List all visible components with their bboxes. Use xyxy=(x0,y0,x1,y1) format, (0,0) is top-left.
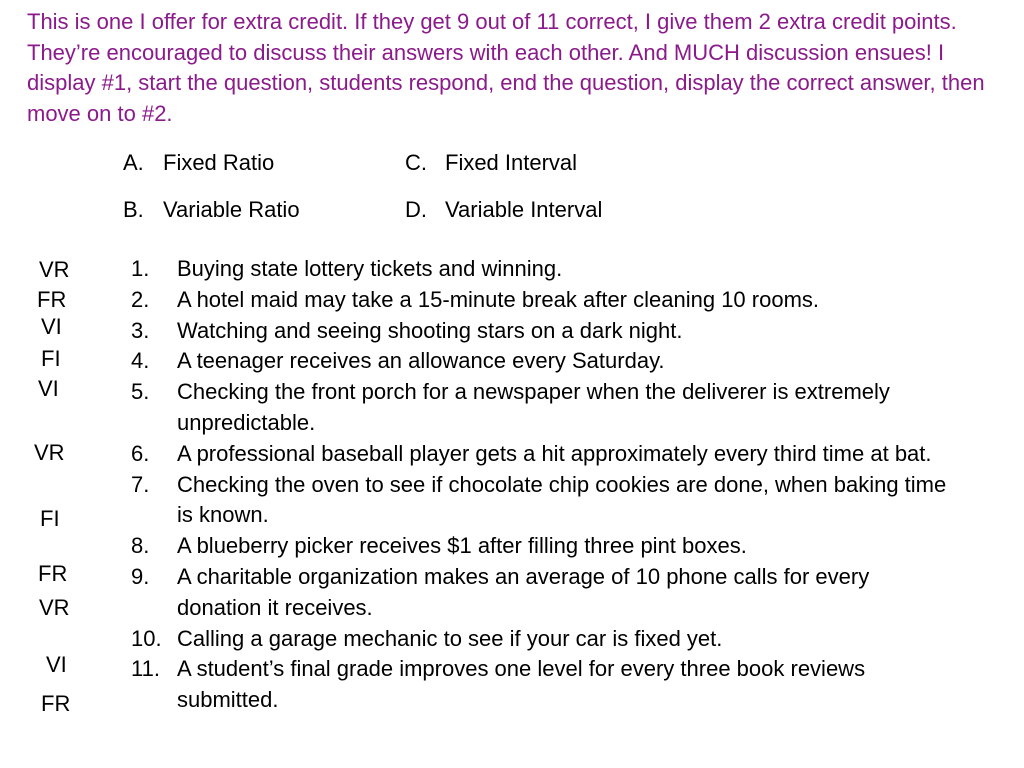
intro-paragraph: This is one I offer for extra credit. If they get 9 out of 11 correct, I give them 2 extra credit points. They’re encouraged to discuss their answers with each other. And MUCH discussion ensues! I display #1, start the question, students respond, end the question, display the correct answer, then move on to #2. xyxy=(27,9,985,126)
question-text: A student’s final grade improves one level for every three book reviews submitted. xyxy=(177,656,866,713)
answer-4: FI xyxy=(41,346,61,371)
list-item xyxy=(131,624,951,655)
question-list xyxy=(131,254,951,716)
option-label: Fixed Ratio xyxy=(163,150,275,175)
answer-column xyxy=(0,0,120,768)
question-number: 3. xyxy=(131,317,150,343)
answer-6: VR xyxy=(34,440,65,465)
question-text: Buying state lottery tickets and winning. xyxy=(177,256,563,281)
option-c xyxy=(405,150,577,176)
answer-1: VR xyxy=(39,257,70,282)
answer-8: FR xyxy=(38,561,68,586)
question-number: 5. xyxy=(131,379,150,405)
list-item xyxy=(131,316,951,347)
option-letter: A. xyxy=(123,150,144,175)
option-b xyxy=(123,197,300,223)
answer-3: VI xyxy=(41,314,62,339)
answer-10: VI xyxy=(46,652,67,677)
option-d xyxy=(405,197,602,223)
option-letter: C. xyxy=(405,150,427,175)
question-number: 4. xyxy=(131,348,150,374)
option-letter: B. xyxy=(123,197,144,222)
question-number: 7. xyxy=(131,471,150,497)
option-letter: D. xyxy=(405,197,427,222)
question-number: 9. xyxy=(131,563,150,589)
list-item xyxy=(131,654,951,716)
question-text: A blueberry picker receives $1 after filling three pint boxes. xyxy=(177,533,747,559)
list-item xyxy=(131,346,951,377)
question-text: A charitable organization makes an average of 10 phone calls for every donation it receives. xyxy=(177,563,870,620)
option-a xyxy=(123,150,274,176)
list-item xyxy=(131,562,951,624)
question-number: 6. xyxy=(131,440,150,466)
question-text: Checking the front porch for a newspaper when the deliverer is extremely unpredictable. xyxy=(177,379,890,435)
question-text: Calling a garage mechanic to see if your car is fixed yet. xyxy=(177,625,723,651)
list-item xyxy=(131,254,951,285)
question-number: 2. xyxy=(131,286,150,312)
answer-5: VI xyxy=(38,376,59,401)
list-item xyxy=(131,439,951,470)
answer-2: FR xyxy=(37,287,67,312)
list-item xyxy=(131,531,951,562)
question-text: Checking the oven to see if chocolate chip cookies are done, when baking time is known. xyxy=(177,471,947,528)
question-number: 1. xyxy=(131,256,150,281)
answer-9: VR xyxy=(39,595,70,620)
option-label: Variable Interval xyxy=(445,197,603,222)
answer-11: FR xyxy=(41,691,71,716)
list-item xyxy=(131,285,951,316)
question-text: Watching and seeing shooting stars on a dark night. xyxy=(177,317,683,343)
option-label: Variable Ratio xyxy=(163,197,300,222)
list-item xyxy=(131,470,951,532)
option-label: Fixed Interval xyxy=(445,150,578,175)
list-item xyxy=(131,377,951,439)
answer-7: FI xyxy=(40,506,60,531)
question-text: A teenager receives an allowance every Saturday. xyxy=(177,348,665,374)
question-number: 8. xyxy=(131,533,150,559)
question-text: A hotel maid may take a 15-minute break after cleaning 10 rooms. xyxy=(177,286,820,312)
question-number: 11. xyxy=(131,656,160,682)
question-number: 10. xyxy=(131,625,162,651)
question-text: A professional baseball player gets a hit approximately every third time at bat. xyxy=(177,440,932,466)
